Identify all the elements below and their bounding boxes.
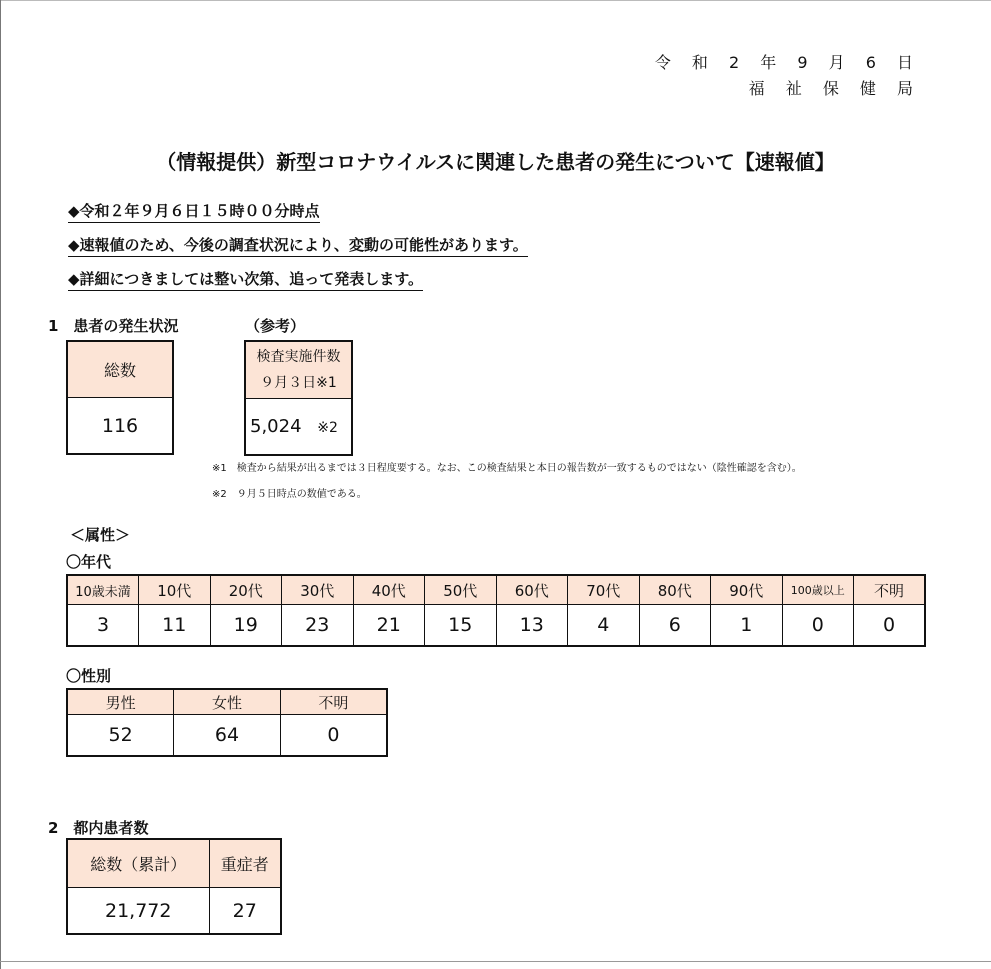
notice-details: ◆詳細につきましては整い次第、追って発表します。	[68, 268, 423, 291]
age-value: 15	[425, 605, 497, 647]
age-value: 3	[67, 605, 139, 647]
age-header: 90代	[711, 575, 783, 605]
gender-header: 男性	[67, 689, 174, 715]
age-value: 11	[139, 605, 211, 647]
test-count-value: 5,024	[250, 416, 302, 437]
notice-timestamp: ◆令和２年９月６日１５時００分時点	[68, 200, 320, 223]
severe-cases-header: 重症者	[209, 839, 281, 888]
gender-label: 〇性別	[66, 667, 112, 685]
age-header: 40代	[353, 575, 425, 605]
attributes-label: ＜属性＞	[70, 526, 131, 544]
footnote-1: ※1 検査から結果が出るまでは３日程度要する。なお、この検査結果と本日の報告数が一致するものではない（陰性確認を含む）。	[212, 463, 802, 474]
test-count-table	[244, 340, 353, 456]
issuing-org: 福 祉 保 健 局	[748, 79, 921, 98]
age-value: 23	[282, 605, 354, 647]
page-bottom-border	[0, 961, 991, 962]
age-header: 10代	[139, 575, 211, 605]
age-header: 50代	[425, 575, 497, 605]
age-value: 19	[210, 605, 282, 647]
age-value: 13	[496, 605, 568, 647]
cumulative-total-header: 総数（累計）	[67, 839, 209, 888]
issue-header	[655, 50, 921, 102]
page-top-border	[0, 0, 991, 1]
age-header: 70代	[568, 575, 640, 605]
age-header: 60代	[496, 575, 568, 605]
test-count-value-cell	[245, 399, 352, 456]
age-label: 〇年代	[66, 553, 112, 571]
issue-date: 令 和 2 年 9 月 6 日	[654, 53, 921, 72]
age-header: 10歳未満	[67, 575, 139, 605]
age-value: 0	[782, 605, 854, 647]
age-value: 21	[353, 605, 425, 647]
total-header: 総数	[67, 341, 173, 398]
total-table	[66, 340, 174, 455]
section1-heading: 1 患者の発生状況	[48, 317, 179, 335]
test-count-header-line1: 検査実施件数	[256, 349, 341, 365]
age-header: 100歳以上	[782, 575, 854, 605]
notice-provisional: ◆速報値のため、今後の調査状況により、変動の可能性があります。	[68, 234, 528, 257]
test-count-mark: ※2	[317, 420, 338, 436]
age-header: 不明	[854, 575, 926, 605]
footnote-2: ※2 ９月５日時点の数値である。	[212, 489, 367, 500]
age-value: 4	[568, 605, 640, 647]
age-value: 6	[639, 605, 711, 647]
severe-cases-value: 27	[209, 888, 281, 935]
gender-value: 52	[67, 715, 174, 757]
total-value: 116	[67, 398, 173, 455]
test-count-header	[245, 341, 352, 399]
gender-table	[66, 688, 388, 757]
cumulative-total-value: 21,772	[67, 888, 209, 935]
age-header: 20代	[210, 575, 282, 605]
section2-heading: 2 都内患者数	[48, 819, 149, 837]
age-value: 1	[711, 605, 783, 647]
age-value: 0	[854, 605, 926, 647]
reference-label: （参考）	[245, 317, 306, 335]
age-table	[66, 574, 926, 647]
gender-value: 64	[174, 715, 281, 757]
test-count-header-line2: ９月３日※1	[260, 375, 337, 391]
gender-value: 0	[280, 715, 387, 757]
document-title: （情報提供）新型コロナウイルスに関連した患者の発生について【速報値】	[156, 150, 835, 174]
age-header: 80代	[639, 575, 711, 605]
tokyo-patients-table	[66, 838, 282, 935]
gender-header: 不明	[280, 689, 387, 715]
gender-header: 女性	[174, 689, 281, 715]
age-header: 30代	[282, 575, 354, 605]
